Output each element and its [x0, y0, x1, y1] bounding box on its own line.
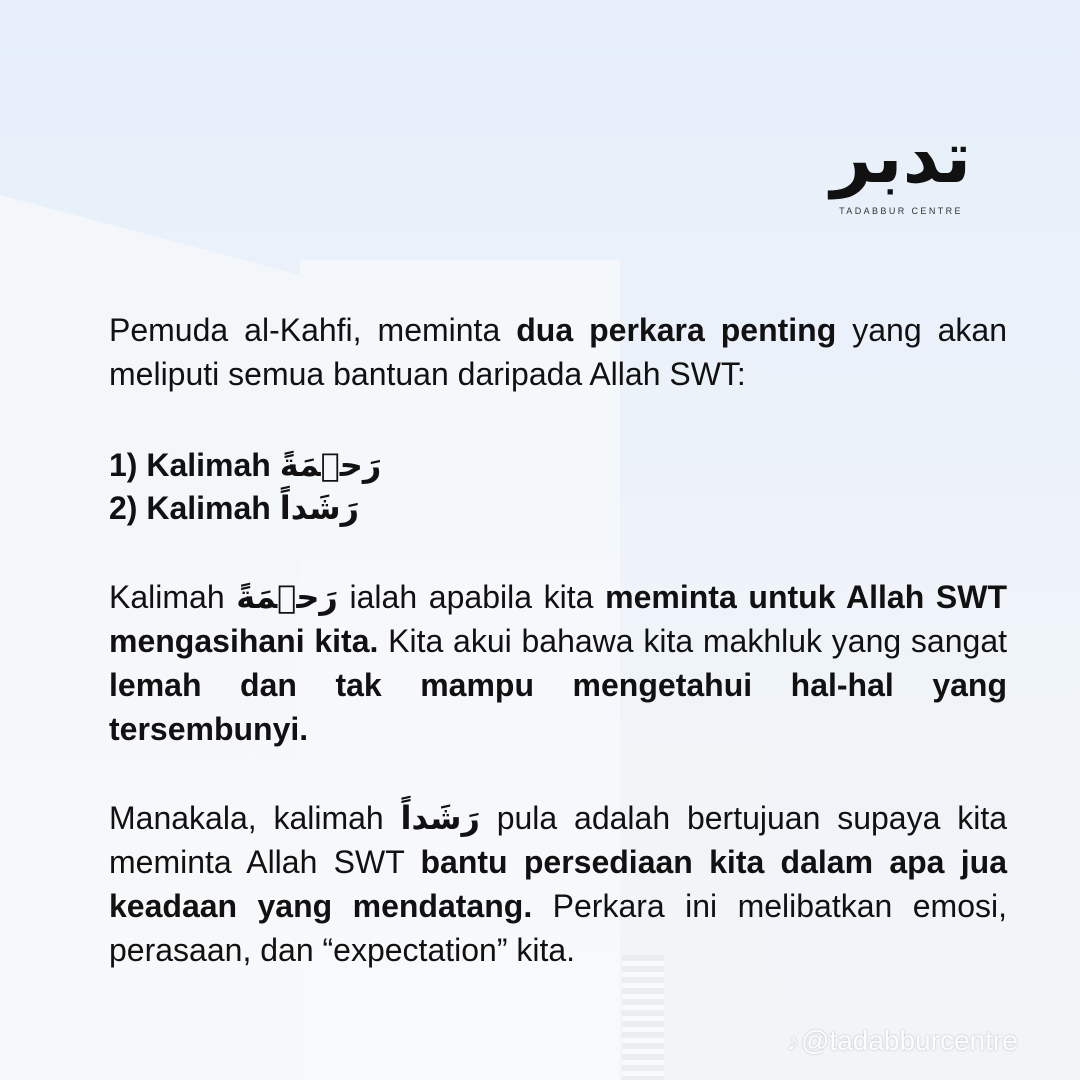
rasyada-bold: bantu persediaan kita dalam apa jua keadaan yang mendatang. [109, 844, 1008, 924]
rasyada-text-3: Perkara ini melibatkan emosi, perasaan, dan “expectation” kita. [109, 888, 1008, 968]
rahmah-arabic: رَحۡمَةً [236, 578, 338, 616]
tadabbur-logo [826, 112, 976, 222]
intro-paragraph [109, 308, 1007, 396]
rasyada-arabic: رَشَداً [400, 799, 480, 837]
list-item-arabic: رَشَداً [279, 489, 360, 527]
rahmah-text-1: Kalimah [109, 579, 237, 615]
list-item [109, 487, 1007, 530]
intro-text-2: yang akan meliputi semua bantuan daripada Allah SWT: [109, 312, 1008, 392]
post-content [109, 308, 1007, 972]
intro-text-1: Pemuda al-Kahfi, meminta [109, 312, 517, 348]
list-item-label: 1) Kalimah [109, 447, 280, 483]
rahmah-bold-1: meminta untuk Allah SWT mengasihani kita. [109, 579, 1008, 659]
list-item-arabic: رَحۡمَةً [279, 446, 382, 484]
tiktok-watermark [787, 1025, 1018, 1057]
tiktok-icon: ♪ [787, 1029, 799, 1056]
rahmah-paragraph [109, 575, 1007, 751]
kalimah-list [109, 444, 1007, 530]
watermark-handle: @tadabburcentre [801, 1025, 1018, 1056]
logo-arabic-wordmark: تدبر [830, 115, 972, 199]
rasyada-text-1: Manakala, kalimah [109, 800, 401, 836]
rahmah-bold-2: lemah dan tak mampu mengetahui hal-hal yang tersembunyi. [109, 667, 1007, 747]
logo-subtitle: TADABBUR CENTRE [839, 206, 963, 216]
rahmah-text-3: Kita akui bahawa kita makhluk yang sangat [378, 623, 1007, 659]
intro-bold: dua perkara penting [516, 312, 837, 348]
list-item [109, 444, 1007, 487]
rasyada-text-2: pula adalah bertujuan supaya kita meminta Allah SWT [109, 800, 1008, 880]
list-item-label: 2) Kalimah [109, 490, 280, 526]
rasyada-paragraph [109, 796, 1007, 972]
rahmah-text-2: ialah apabila kita [337, 579, 606, 615]
